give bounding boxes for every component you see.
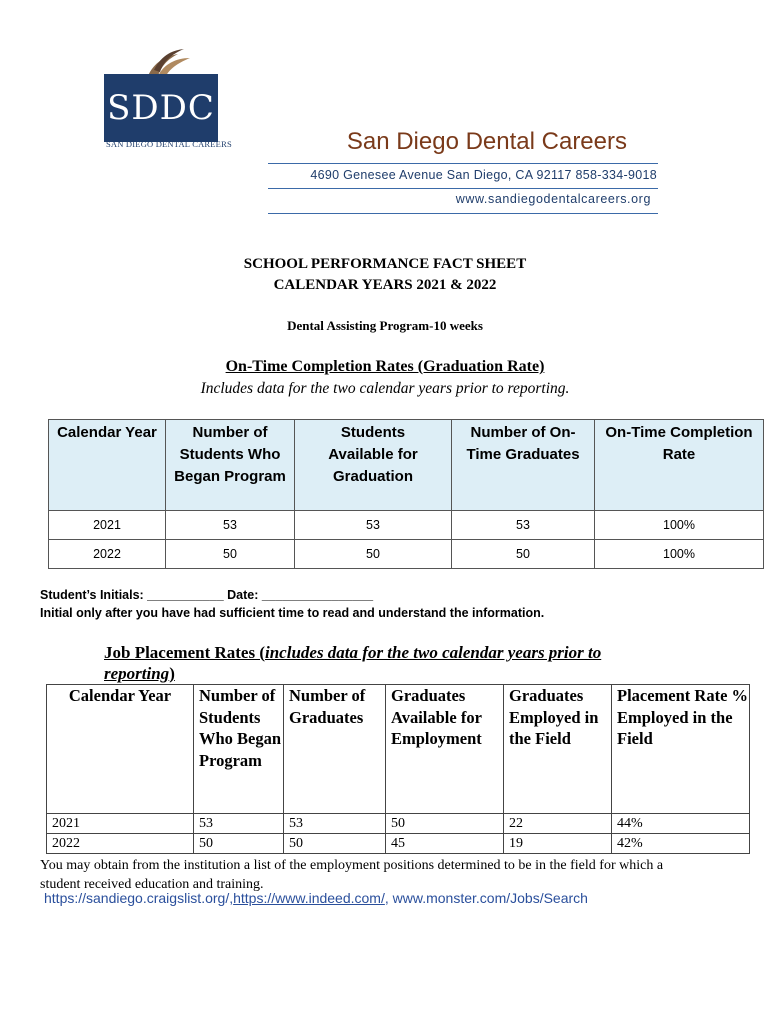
table-cell: 50 xyxy=(194,834,284,854)
sddc-logo xyxy=(104,48,232,152)
table-cell: 2022 xyxy=(47,834,194,854)
table-cell: 2021 xyxy=(47,814,194,834)
placement-heading-prefix: Job Placement Rates ( xyxy=(104,643,265,662)
table-cell: 53 xyxy=(284,814,386,834)
craigslist-link[interactable]: https://sandiego.craigslist.org/ xyxy=(44,890,230,906)
table-cell: 22 xyxy=(504,814,612,834)
table-cell: 2021 xyxy=(49,511,166,540)
logo-box xyxy=(104,74,218,142)
placement-heading-suffix: ) xyxy=(169,664,175,683)
program-name: Dental Assisting Program-10 weeks xyxy=(287,318,483,333)
column-header: Number of On-Time Graduates xyxy=(452,420,595,511)
table-cell: 53 xyxy=(166,511,295,540)
address: 4690 Genesee Avenue San Diego, CA 92117 858-334-9018 xyxy=(310,168,657,182)
initials-line: Student’s Initials: ___________ Date: ________________ xyxy=(40,588,374,602)
completion-heading: On-Time Completion Rates (Graduation Rate) xyxy=(225,358,545,375)
header-rule-middle xyxy=(268,188,658,189)
table-cell: 2022 xyxy=(49,540,166,569)
link-separator: , xyxy=(384,890,393,906)
table-row xyxy=(49,511,764,540)
table-cell: 100% xyxy=(595,511,764,540)
table-cell: 45 xyxy=(386,834,504,854)
completion-table xyxy=(48,419,764,569)
logo-subtitle: SAN DIEGO DENTAL CAREERS xyxy=(106,139,232,149)
monster-link[interactable]: www.monster.com/Jobs/Search xyxy=(392,890,588,906)
document-years: CALENDAR YEARS 2021 & 2022 xyxy=(273,277,497,293)
website: www.sandiegodentalcareers.org xyxy=(455,192,651,206)
column-header: Calendar Year xyxy=(49,420,166,511)
table-cell: 53 xyxy=(295,511,452,540)
table-row xyxy=(47,834,750,854)
column-header: Number of Students Who Began Program xyxy=(166,420,295,511)
column-header: Calendar Year xyxy=(47,685,194,814)
header-rule-top xyxy=(268,163,658,164)
column-header: On-Time Completion Rate xyxy=(595,420,764,511)
table-cell: 50 xyxy=(166,540,295,569)
column-header: Graduates Employed in the Field xyxy=(504,685,612,814)
column-header: Number of Students Who Began Program xyxy=(194,685,284,814)
table-header-row xyxy=(47,685,750,814)
table-row xyxy=(47,814,750,834)
job-links xyxy=(44,890,588,906)
table-cell: 42% xyxy=(612,834,750,854)
column-header: Number of Graduates xyxy=(284,685,386,814)
indeed-link[interactable]: https://www.indeed.com/ xyxy=(233,890,385,906)
header-rule-bottom xyxy=(268,213,658,214)
table-header-row xyxy=(49,420,764,511)
table-cell: 50 xyxy=(386,814,504,834)
completion-subheading: Includes data for the two calendar years prior to reporting. xyxy=(200,380,570,397)
table-cell: 44% xyxy=(612,814,750,834)
table-cell: 100% xyxy=(595,540,764,569)
column-header: Placement Rate % Employed in the Field xyxy=(612,685,750,814)
table-cell: 50 xyxy=(452,540,595,569)
link-separator: , xyxy=(229,890,234,906)
table-cell: 53 xyxy=(194,814,284,834)
employment-note: You may obtain from the institution a list of the employment positions determined to be in the field for which a student received education and training. xyxy=(40,858,664,892)
table-cell: 19 xyxy=(504,834,612,854)
table-cell: 50 xyxy=(284,834,386,854)
placement-heading xyxy=(104,642,664,684)
placement-heading-italic: includes data for the two calendar years prior to reporting xyxy=(104,643,602,683)
initials-instruction: Initial only after you have had sufficient time to read and understand the information. xyxy=(40,606,545,620)
document-title: SCHOOL PERFORMANCE FACT SHEET xyxy=(243,256,527,272)
column-header: Graduates Available for Employment xyxy=(386,685,504,814)
brand-name: San Diego Dental Careers xyxy=(346,128,627,155)
table-cell: 50 xyxy=(295,540,452,569)
table-row xyxy=(49,540,764,569)
placement-table xyxy=(46,684,750,854)
table-cell: 53 xyxy=(452,511,595,540)
logo-text: SDDC xyxy=(107,88,215,128)
column-header: Students Available for Graduation xyxy=(295,420,452,511)
